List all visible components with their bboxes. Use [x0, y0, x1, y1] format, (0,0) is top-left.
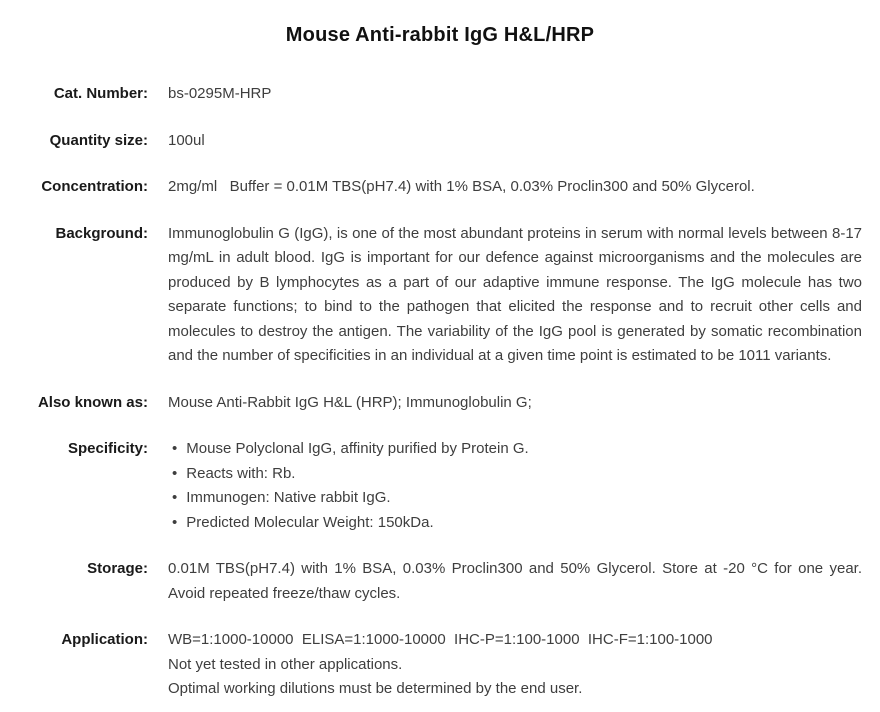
background-value: Immunoglobulin G (IgG), is one of the most abundant proteins in serum with normal levels between 8-17 mg/mL in adult blood. IgG is important for our defence against microorganisms and the molecules are produced by B lymphocytes as a part of our adaptive immune response. The IgG molecule has two separate functions; to bind to the pathogen that elicited the response and to recruit other cells and molecules to destroy the antigen. The variability of the IgG pool is generated by somatic recombination and the number of specificities in an individual at a given time point is estimated to be 1011 variants.	[168, 224, 862, 364]
cat-number-value: bs-0295M-HRP	[168, 85, 272, 102]
also-known-as-row	[0, 391, 862, 416]
specificity-row	[0, 437, 862, 535]
application-disclaimer-line: Optimal working dilutions must be determined by the end user.	[168, 680, 583, 697]
list-item	[168, 462, 862, 487]
specificity-bullet-text: Predicted Molecular Weight: 150kDa.	[186, 513, 434, 531]
background-label: Background:	[55, 224, 148, 242]
cat-number-label: Cat. Number:	[53, 85, 148, 102]
quantity-size-value: 100ul	[168, 131, 205, 149]
bullet-icon: •	[172, 489, 178, 506]
specificity-bullet-text: Immunogen: Native rabbit IgG.	[186, 489, 391, 506]
concentration-label: Concentration:	[41, 178, 148, 195]
bullet-icon: •	[172, 440, 178, 457]
storage-value: 0.01M TBS(pH7.4) with 1% BSA, 0.03% Proclin300 and 50% Glycerol. Store at -20 °C for one year. Avoid repeated freeze/thaw cycles.	[168, 560, 862, 602]
quantity-size-row	[0, 129, 862, 154]
concentration-value: 2mg/ml Buffer = 0.01M TBS(pH7.4) with 1% BSA, 0.03% Proclin300 and 50% Glycerol.	[168, 178, 755, 195]
application-row	[0, 628, 862, 702]
specificity-value	[148, 437, 862, 535]
background-row	[0, 222, 862, 369]
also-known-as-value: Mouse Anti-Rabbit IgG H&L (HRP); Immunoglobulin G;	[168, 393, 532, 411]
list-item	[168, 511, 862, 536]
cat-number-row	[0, 82, 862, 107]
bullet-icon: •	[172, 513, 178, 531]
application-dilutions-line: WB=1:1000-10000 ELISA=1:1000-10000 IHC-P=1:100-1000 IHC-F=1:100-1000	[168, 631, 713, 648]
specificity-label: Specificity:	[67, 440, 148, 457]
concentration-row	[0, 175, 862, 200]
list-item	[168, 486, 862, 511]
quantity-size-label: Quantity size:	[49, 131, 148, 149]
application-label: Application:	[61, 631, 148, 648]
application-note-line: Not yet tested in other applications.	[168, 655, 403, 673]
specificity-bullet-text: Reacts with: Rb.	[186, 464, 296, 482]
also-known-as-label: Also known as:	[37, 393, 148, 411]
application-value	[148, 628, 862, 702]
specificity-bullet-text: Mouse Polyclonal IgG, affinity purified by Protein G.	[186, 440, 529, 457]
specificity-bullet-list	[168, 437, 862, 535]
page-title: Mouse Anti-rabbit IgG H&L/HRP	[285, 24, 595, 46]
storage-row	[0, 557, 862, 606]
list-item	[168, 437, 862, 462]
storage-label: Storage:	[87, 560, 148, 577]
bullet-icon: •	[172, 464, 178, 482]
